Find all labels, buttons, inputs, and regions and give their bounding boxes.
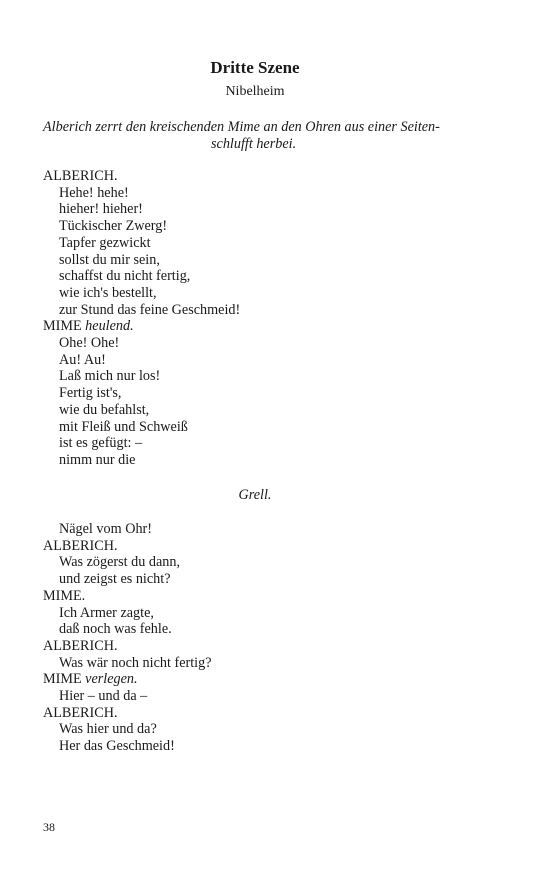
- speaker-mime: MIME: [43, 671, 82, 688]
- verse-line: Hier – und da –: [59, 688, 148, 705]
- speaker-direction: heulend.: [85, 318, 134, 335]
- speaker-alberich: ALBERICH.: [43, 637, 118, 654]
- verse-line: Was hier und da?: [59, 721, 157, 738]
- verse-line: nimm nur die: [59, 451, 136, 468]
- dialogue-part-2: [43, 521, 212, 755]
- verse-line: und zeigst es nicht?: [59, 571, 171, 588]
- verse-line: wie du befahlst,: [59, 401, 150, 418]
- verse-line: Nägel vom Ohr!: [59, 521, 152, 537]
- speaker-mime: MIME: [43, 318, 82, 335]
- verse-line: hieher! hieher!: [59, 201, 143, 218]
- verse-line: mit Fleiß und Schweiß: [59, 418, 188, 435]
- verse-line: sollst du mir sein,: [59, 251, 160, 268]
- verse-line: Tapfer gezwickt: [59, 234, 151, 251]
- verse-line: Tückischer Zwerg!: [59, 218, 168, 235]
- stage-direction-line-2: schlufft herbei.: [211, 136, 297, 152]
- verse-line: Her das Geschmeid!: [59, 738, 175, 755]
- speaker-mime: MIME.: [43, 587, 86, 604]
- verse-line: Was zögerst du dann,: [59, 554, 180, 571]
- stage-direction-line-1: Alberich zerrt den kreischenden Mime an den Ohren aus einer Seiten-: [43, 119, 440, 135]
- scene-place: Nibelheim: [225, 84, 285, 99]
- verse-line: Laß mich nur los!: [59, 368, 161, 385]
- speaker-alberich: ALBERICH.: [43, 537, 118, 554]
- verse-line: Ich Armer zagte,: [59, 604, 154, 621]
- verse-line: zur Stund das feine Geschmeid!: [59, 301, 241, 318]
- speaker-alberich: ALBERICH.: [43, 704, 118, 721]
- verse-line: Was wär noch nicht fertig?: [59, 654, 212, 671]
- verse-line: daß noch was fehle.: [59, 621, 172, 638]
- verse-line: wie ich's bestellt,: [59, 284, 157, 301]
- stage-direction: [43, 119, 473, 153]
- speaker-mime-line: [43, 671, 212, 688]
- verse-line: Ohe! Ohe!: [59, 335, 120, 352]
- verse-line: Fertig ist's,: [59, 385, 122, 402]
- verse-line: Hehe! hehe!: [59, 184, 129, 201]
- stage-direction-grell: Grell.: [238, 487, 272, 503]
- verse-line: schaffst du nicht fertig,: [59, 268, 191, 285]
- page-number: 38: [43, 820, 55, 834]
- speaker-direction: verlegen.: [85, 671, 138, 688]
- verse-line: ist es gefügt: –: [59, 435, 143, 452]
- speaker-alberich: ALBERICH.: [43, 168, 118, 184]
- speaker-mime-line: [43, 318, 240, 335]
- verse-line: Au! Au!: [59, 351, 106, 368]
- scene-title: Dritte Szene: [210, 58, 300, 77]
- dialogue-part-1: [43, 168, 240, 469]
